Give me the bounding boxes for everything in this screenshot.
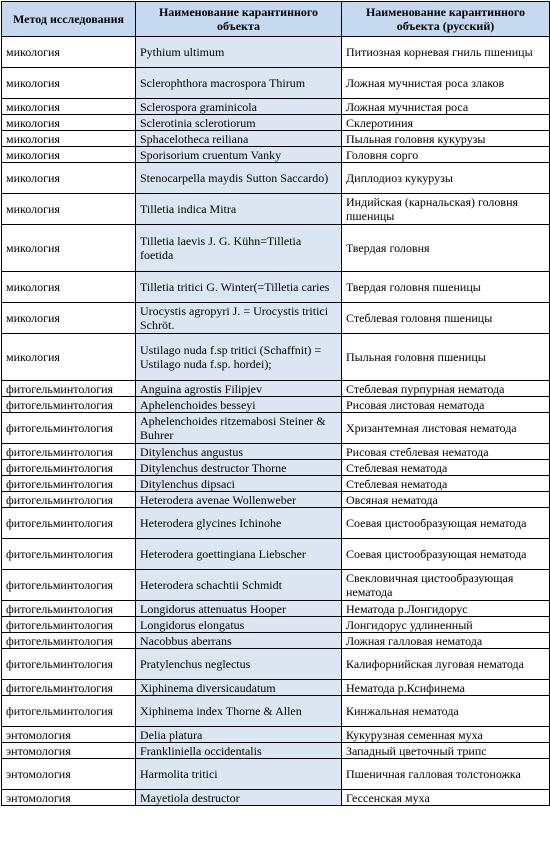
method-cell: микология	[2, 334, 136, 381]
latin-name-cell: Stenocarpella maydis Sutton Saccardo)	[136, 163, 342, 194]
method-cell: фитогельминтология	[2, 617, 136, 633]
russian-name-cell: Диплодиоз кукурузы	[342, 163, 550, 194]
latin-name-cell: Heterodera glycines Ichinohe	[136, 508, 342, 539]
latin-name-cell: Pratylenchus neglectus	[136, 649, 342, 680]
russian-name-cell: Головня сорго	[342, 147, 550, 163]
table-row	[2, 743, 550, 759]
table-row	[2, 601, 550, 617]
latin-name-cell: Heterodera schachtii Schmidt	[136, 570, 342, 601]
latin-name-cell: Harmolita tritici	[136, 759, 342, 790]
table-row	[2, 163, 550, 194]
method-cell: фитогельминтология	[2, 444, 136, 460]
table-row	[2, 303, 550, 334]
method-cell: энтомология	[2, 759, 136, 790]
table-row	[2, 649, 550, 680]
russian-name-cell: Кинжальная нематода	[342, 696, 550, 727]
latin-name-cell: Xiphinema index Thorne & Allen	[136, 696, 342, 727]
latin-name-cell: Sclerophthora macrospora Thirum	[136, 68, 342, 99]
russian-name-cell: Твердая головня	[342, 225, 550, 272]
method-cell: фитогельминтология	[2, 696, 136, 727]
table-row	[2, 131, 550, 147]
latin-name-cell: Aphelenchoides ritzemabosi Steiner & Buhrer	[136, 413, 342, 444]
table-row	[2, 334, 550, 381]
table-row	[2, 115, 550, 131]
method-cell: фитогельминтология	[2, 508, 136, 539]
method-cell: фитогельминтология	[2, 680, 136, 696]
table-row	[2, 147, 550, 163]
method-cell: микология	[2, 225, 136, 272]
quarantine-objects-table	[1, 1, 550, 806]
russian-name-cell: Склеротиния	[342, 115, 550, 131]
method-cell: микология	[2, 303, 136, 334]
table-row	[2, 99, 550, 115]
method-cell: микология	[2, 272, 136, 303]
latin-name-cell: Urocystis agropyri J. = Urocystis tritici Schröt.	[136, 303, 342, 334]
russian-name-cell: Пшеничная галловая толстоножка	[342, 759, 550, 790]
russian-name-cell: Западный цветочный трипс	[342, 743, 550, 759]
table-row	[2, 476, 550, 492]
latin-name-cell: Tilletia laevis J. G. Kühn=Tilletia foetida	[136, 225, 342, 272]
table-row	[2, 508, 550, 539]
latin-name-cell: Tilletia tritici G. Winter(=Tilletia caries	[136, 272, 342, 303]
header-object-latin: Наименование карантинного объекта	[136, 2, 342, 37]
table-row	[2, 444, 550, 460]
russian-name-cell: Пыльная головня кукурузы	[342, 131, 550, 147]
method-cell: микология	[2, 37, 136, 68]
russian-name-cell: Пыльная головня пшеницы	[342, 334, 550, 381]
russian-name-cell: Рисовая листовая нематода	[342, 397, 550, 413]
header-method: Метод исследования	[2, 2, 136, 37]
latin-name-cell: Anguina agrostis Filipjev	[136, 381, 342, 397]
latin-name-cell: Sclerotinia sclerotiorum	[136, 115, 342, 131]
russian-name-cell: Стеблевая нематода	[342, 460, 550, 476]
method-cell: фитогельминтология	[2, 492, 136, 508]
latin-name-cell: Sphacelotheca reiliana	[136, 131, 342, 147]
latin-name-cell: Ditylenchus angustus	[136, 444, 342, 460]
table-row	[2, 492, 550, 508]
russian-name-cell: Лонгидорус удлиненный	[342, 617, 550, 633]
russian-name-cell: Твердая головня пшеницы	[342, 272, 550, 303]
method-cell: микология	[2, 99, 136, 115]
russian-name-cell: Овсяная нематода	[342, 492, 550, 508]
russian-name-cell: Ложная мучнистая роса	[342, 99, 550, 115]
table-row	[2, 413, 550, 444]
russian-name-cell: Хризантемная листовая нематода	[342, 413, 550, 444]
latin-name-cell: Ditylenchus dipsaci	[136, 476, 342, 492]
table-row	[2, 225, 550, 272]
latin-name-cell: Frankliniella occidentalis	[136, 743, 342, 759]
table-row	[2, 68, 550, 99]
method-cell: фитогельминтология	[2, 570, 136, 601]
latin-name-cell: Longidorus attenuatus Hooper	[136, 601, 342, 617]
method-cell: энтомология	[2, 790, 136, 806]
method-cell: фитогельминтология	[2, 601, 136, 617]
table-row	[2, 759, 550, 790]
table-row	[2, 696, 550, 727]
header-object-russian: Наименование карантинного объекта (русский)	[342, 2, 550, 37]
method-cell: фитогельминтология	[2, 460, 136, 476]
method-cell: микология	[2, 194, 136, 225]
header-row	[2, 2, 550, 37]
russian-name-cell: Стеблевая головня пшеницы	[342, 303, 550, 334]
table-body	[2, 37, 550, 806]
table-row	[2, 460, 550, 476]
method-cell: микология	[2, 68, 136, 99]
table-row	[2, 570, 550, 601]
method-cell: микология	[2, 115, 136, 131]
russian-name-cell: Стеблевая нематода	[342, 476, 550, 492]
method-cell: фитогельминтология	[2, 633, 136, 649]
method-cell: микология	[2, 131, 136, 147]
method-cell: фитогельминтология	[2, 397, 136, 413]
russian-name-cell: Ложная мучнистая роса злаков	[342, 68, 550, 99]
table-row	[2, 37, 550, 68]
russian-name-cell: Стеблевая пурпурная нематода	[342, 381, 550, 397]
russian-name-cell: Свекловичная цистообразующая нематода	[342, 570, 550, 601]
russian-name-cell: Индийская (карнальская) головня пшеницы	[342, 194, 550, 225]
method-cell: энтомология	[2, 727, 136, 743]
latin-name-cell: Nacobbus aberrans	[136, 633, 342, 649]
table-row	[2, 539, 550, 570]
latin-name-cell: Sporisorium cruentum Vanky	[136, 147, 342, 163]
method-cell: энтомология	[2, 743, 136, 759]
russian-name-cell: Рисовая стеблевая нематода	[342, 444, 550, 460]
method-cell: фитогельминтология	[2, 539, 136, 570]
latin-name-cell: Pythium ultimum	[136, 37, 342, 68]
latin-name-cell: Longidorus elongatus	[136, 617, 342, 633]
table-row	[2, 194, 550, 225]
method-cell: фитогельминтология	[2, 649, 136, 680]
russian-name-cell: Гессенская муха	[342, 790, 550, 806]
latin-name-cell: Ditylenchus destructor Thorne	[136, 460, 342, 476]
russian-name-cell: Питиозная корневая гниль пшеницы	[342, 37, 550, 68]
russian-name-cell: Нематода р.Лонгидорус	[342, 601, 550, 617]
russian-name-cell: Соевая цистообразующая нематода	[342, 508, 550, 539]
table-row	[2, 790, 550, 806]
latin-name-cell: Ustilago nuda f.sp tritici (Schaffnit) = Ustilago nuda f.sp. hordei);	[136, 334, 342, 381]
russian-name-cell: Нематода р.Ксифинема	[342, 680, 550, 696]
russian-name-cell: Ложная галловая нематода	[342, 633, 550, 649]
method-cell: фитогельминтология	[2, 381, 136, 397]
latin-name-cell: Heterodera avenae Wollenweber	[136, 492, 342, 508]
latin-name-cell: Tilletia indica Mitra	[136, 194, 342, 225]
method-cell: микология	[2, 163, 136, 194]
table-row	[2, 633, 550, 649]
russian-name-cell: Калифорнийская луговая нематода	[342, 649, 550, 680]
latin-name-cell: Delia platura	[136, 727, 342, 743]
latin-name-cell: Heterodera goettingiana Liebscher	[136, 539, 342, 570]
latin-name-cell: Sclerospora graminicola	[136, 99, 342, 115]
table-row	[2, 727, 550, 743]
method-cell: фитогельминтология	[2, 413, 136, 444]
latin-name-cell: Aphelenchoides besseyi	[136, 397, 342, 413]
table-row	[2, 381, 550, 397]
russian-name-cell: Соевая цистообразующая нематода	[342, 539, 550, 570]
table-row	[2, 397, 550, 413]
method-cell: микология	[2, 147, 136, 163]
latin-name-cell: Mayetiola destructor	[136, 790, 342, 806]
table-row	[2, 272, 550, 303]
table-row	[2, 617, 550, 633]
russian-name-cell: Кукурузная семенная муха	[342, 727, 550, 743]
method-cell: фитогельминтология	[2, 476, 136, 492]
table-row	[2, 680, 550, 696]
latin-name-cell: Xiphinema diversicaudatum	[136, 680, 342, 696]
